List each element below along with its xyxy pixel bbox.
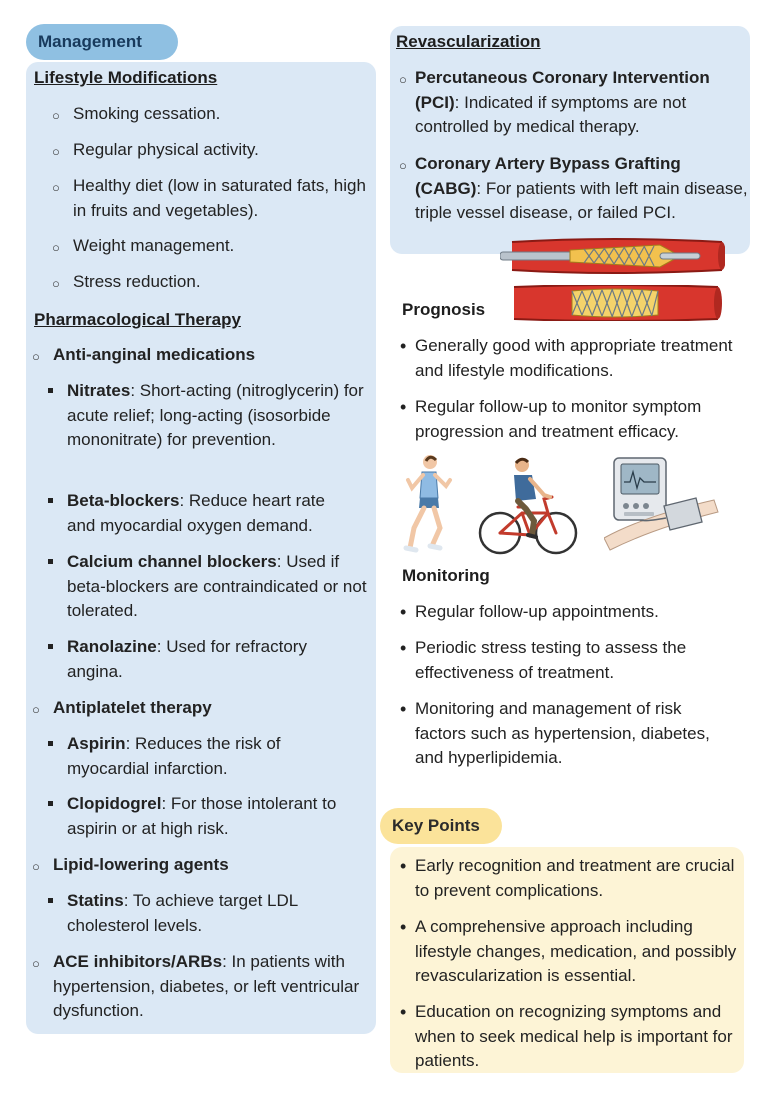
bullet-dot-icon: • (400, 397, 407, 417)
anti-anginal-item: Nitrates: Short-acting (nitroglycerin) for acute relief; long-acting (isosorbide mononitrate) for prevention. (67, 381, 364, 449)
square-bullet-icon (48, 801, 53, 806)
anti-anginal-item: Ranolazine: Used for refractory angina. (67, 637, 307, 681)
lifestyle-title: Lifestyle Modifications (34, 68, 218, 87)
square-bullet-icon (48, 388, 53, 393)
lifestyle-item: Weight management. (73, 236, 235, 255)
lifestyle-item: Regular physical activity. (73, 140, 259, 159)
square-bullet-icon (48, 898, 53, 903)
lifestyle-item: Smoking cessation. (73, 104, 221, 123)
prognosis-item: Generally good with appropriate treatment and lifestyle modifications. (415, 336, 733, 380)
anti-anginal-title: Anti-anginal medications (53, 345, 256, 364)
lifestyle-item: Stress reduction. (73, 272, 201, 291)
antiplatelet-item: Aspirin: Reduces the risk of myocardial infarction. (67, 734, 281, 778)
bullet-dot-icon: • (400, 336, 407, 356)
bullet-dot-icon: • (400, 602, 407, 622)
antiplatelet-item: Clopidogrel: For those intolerant to aspirin or at high risk. (67, 794, 337, 838)
square-bullet-icon (48, 644, 53, 649)
cyclist-image (478, 455, 578, 557)
bullet-dot-icon: • (400, 699, 407, 719)
monitoring-item: Monitoring and management of risk factors such as hypertension, diabetes, and hyperlipidemia. (415, 699, 710, 767)
circle-bullet-icon: ○ (32, 702, 40, 717)
circle-bullet-icon: ○ (52, 144, 60, 159)
revascularization-title: Revascularization (396, 32, 541, 51)
blood-pressure-monitor-image (604, 456, 720, 552)
anti-anginal-item: Beta-blockers: Reduce heart rate and myocardial oxygen demand. (67, 491, 325, 535)
runner-image (402, 452, 454, 556)
management-title: Management (26, 24, 178, 60)
bullet-dot-icon: • (400, 1002, 407, 1022)
monitoring-title: Monitoring (402, 566, 490, 585)
pharmacological-title: Pharmacological Therapy (34, 310, 241, 329)
anti-anginal-item: Calcium channel blockers: Used if beta-blockers are contraindicated or not tolerated. (67, 552, 367, 620)
prognosis-item: Regular follow-up to monitor symptom progression and treatment efficacy. (415, 397, 702, 441)
square-bullet-icon (48, 741, 53, 746)
key-point-item: A comprehensive approach including lifestyle changes, medication, and possibly revascularization is essential. (415, 917, 737, 985)
key-points-title: Key Points (380, 808, 502, 844)
circle-bullet-icon: ○ (52, 180, 60, 195)
lipid-title: Lipid-lowering agents (53, 855, 229, 874)
stent-expanded-image (510, 285, 722, 321)
bullet-dot-icon: • (400, 917, 407, 937)
lipid-item: Statins: To achieve target LDL cholesterol levels. (67, 891, 298, 935)
circle-bullet-icon: ○ (399, 158, 407, 173)
circle-bullet-icon: ○ (52, 276, 60, 291)
bullet-dot-icon: • (400, 856, 407, 876)
circle-bullet-icon: ○ (399, 72, 407, 87)
prognosis-title: Prognosis (402, 300, 486, 319)
square-bullet-icon (48, 559, 53, 564)
bullet-dot-icon: • (400, 638, 407, 658)
revascularization-item: Percutaneous Coronary Intervention (PCI): Indicated if symptoms are not controlled by medical therapy. (415, 68, 710, 136)
monitoring-item: Periodic stress testing to assess the effectiveness of treatment. (415, 638, 687, 682)
antiplatelet-title: Antiplatelet therapy (53, 698, 212, 717)
circle-bullet-icon: ○ (32, 349, 40, 364)
square-bullet-icon (48, 498, 53, 503)
key-point-item: Education on recognizing symptoms and when to seek medical help is important for patients. (415, 1002, 733, 1070)
key-point-item: Early recognition and treatment are crucial to prevent complications. (415, 856, 735, 900)
lifestyle-item: Healthy diet (low in saturated fats, high in fruits and vegetables). (73, 176, 366, 220)
circle-bullet-icon: ○ (32, 956, 40, 971)
circle-bullet-icon: ○ (52, 240, 60, 255)
circle-bullet-icon: ○ (32, 859, 40, 874)
circle-bullet-icon: ○ (52, 108, 60, 123)
stent-catheter-image (500, 236, 725, 276)
revascularization-item: Coronary Artery Bypass Grafting (CABG): For patients with left main disease, triple vessel disease, or failed PCI. (415, 154, 748, 222)
ace-item: ACE inhibitors/ARBs: In patients with hypertension, diabetes, or left ventricular dysfunction. (53, 952, 360, 1020)
monitoring-item: Regular follow-up appointments. (415, 602, 659, 621)
